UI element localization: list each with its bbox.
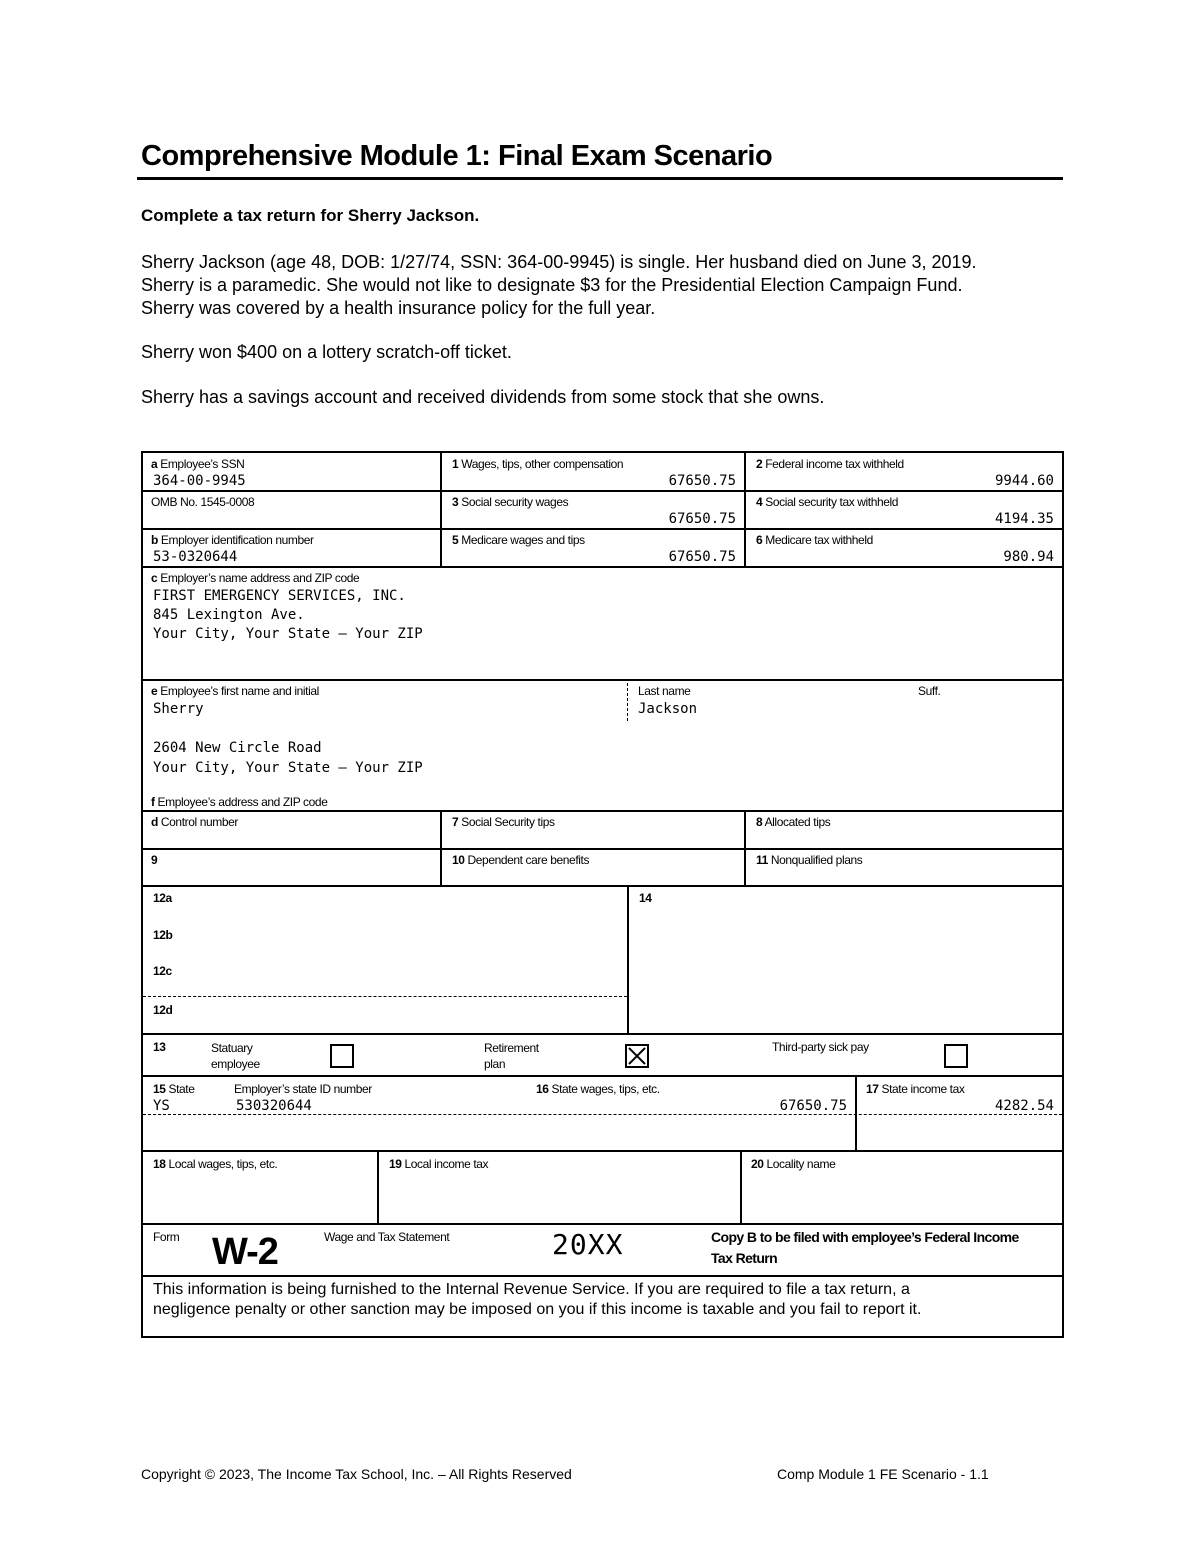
- third-party-sick-pay-label: Third-party sick pay: [772, 1040, 869, 1054]
- form-rule: [143, 490, 1062, 492]
- state-value: YS: [153, 1098, 170, 1114]
- box-6-value: 980.94: [1003, 549, 1054, 565]
- box-4-value: 4194.35: [994, 511, 1054, 527]
- form-name: W-2: [212, 1231, 278, 1273]
- box-d-label: d Control number: [151, 815, 238, 829]
- box-16-value: 67650.75: [779, 1098, 847, 1114]
- employer-address: [153, 587, 423, 644]
- box-16-label: 16 State wages, tips, etc.: [536, 1082, 660, 1096]
- form-rule: [744, 810, 746, 887]
- form-rule: [855, 1075, 857, 1152]
- statutory-label-line: Statuary: [211, 1041, 253, 1055]
- box-12a-label: 12a: [153, 891, 172, 905]
- form-dashed-rule: [143, 996, 627, 997]
- page-subtitle: Complete a tax return for Sherry Jackson.: [141, 206, 480, 225]
- box-12c-label: 12c: [153, 964, 172, 978]
- employee-address-line: Your City, Your State – Your ZIP: [153, 760, 423, 776]
- employee-first-name: Sherry: [153, 701, 204, 717]
- box-17-label: 17 State income tax: [866, 1082, 965, 1096]
- form-rule: [627, 885, 629, 1035]
- retirement-label-line: Retirement: [484, 1041, 539, 1055]
- copy-b-note: [711, 1227, 1019, 1269]
- box-f-label: f Employee’s address and ZIP code: [151, 795, 328, 809]
- employee-address: [153, 738, 423, 778]
- box-2-value: 9944.60: [994, 473, 1054, 489]
- box-12b-label: 12b: [153, 928, 173, 942]
- form-rule: [377, 1150, 379, 1225]
- statement-label: Wage and Tax Statement: [324, 1230, 450, 1244]
- form-rule: [143, 1223, 1062, 1225]
- box-b-label: b Employer identification number: [151, 533, 314, 547]
- statutory-label-line: employee: [211, 1057, 260, 1071]
- footer-page-id: Comp Module 1 FE Scenario - 1.1: [777, 1466, 989, 1482]
- form-rule: [143, 1075, 1062, 1077]
- form-rule: [143, 810, 1062, 812]
- statutory-employee-checkbox[interactable]: [330, 1044, 354, 1068]
- employer-address-line: FIRST EMERGENCY SERVICES, INC.: [153, 588, 406, 604]
- last-name-label: Last name: [638, 684, 691, 698]
- state-id-label: Employer’s state ID number: [234, 1082, 372, 1096]
- form-rule: [143, 566, 1062, 568]
- box-7-label: 7 Social Security tips: [452, 815, 555, 829]
- footer-copyright: Copyright © 2023, The Income Tax School, Inc. – All Rights Reserved: [141, 1466, 572, 1482]
- box-c-label: c Employer’s name address and ZIP code: [151, 571, 360, 585]
- box-10-label: 10 Dependent care benefits: [452, 853, 590, 867]
- paragraph-line: Sherry has a savings account and received dividends from some stock that she owns.: [141, 387, 825, 407]
- box-14-label: 14: [639, 891, 652, 905]
- form-rule: [143, 885, 1062, 887]
- omb-number: OMB No. 1545-0008: [151, 495, 255, 509]
- box-6-label: 6 Medicare tax withheld: [756, 533, 873, 547]
- box-2-label: 2 Federal income tax withheld: [756, 457, 904, 471]
- box-9-label: 9: [151, 853, 158, 867]
- form-rule: [143, 1275, 1062, 1277]
- employee-address-line: 2604 New Circle Road: [153, 740, 322, 756]
- paragraph-line: Sherry was covered by a health insurance policy for the full year.: [141, 298, 656, 318]
- employer-ein-value: 53-0320644: [153, 549, 238, 565]
- form-rule: [143, 528, 1062, 530]
- box-15-label: 15 State: [153, 1082, 195, 1096]
- box-1-label: 1 Wages, tips, other compensation: [452, 457, 624, 471]
- suffix-label: Suff.: [918, 684, 941, 698]
- scenario-paragraph-1: [141, 251, 977, 320]
- form-rule: [143, 1033, 1062, 1035]
- notice-line: negligence penalty or other sanction may be imposed on you if this income is taxable and you fail to report it.: [153, 1301, 922, 1318]
- form-label: Form: [153, 1230, 180, 1244]
- box-4-label: 4 Social security tax withheld: [756, 495, 899, 509]
- state-id-value: 530320644: [236, 1098, 312, 1114]
- box-17-value: 4282.54: [994, 1098, 1054, 1114]
- box-a-label: a Employee’s SSN: [151, 457, 245, 471]
- box-19-label: 19 Local income tax: [389, 1157, 489, 1171]
- tax-year: 20XX: [552, 1228, 624, 1261]
- form-rule: [143, 1150, 1062, 1152]
- paragraph-line: Sherry Jackson (age 48, DOB: 1/27/74, SSN: 364-00-9945) is single. Her husband died on June 3, 2019.: [141, 252, 977, 272]
- box-18-label: 18 Local wages, tips, etc.: [153, 1157, 278, 1171]
- third-party-sick-pay-checkbox[interactable]: [944, 1044, 968, 1068]
- form-rule: [143, 679, 1062, 681]
- notice-line: This information is being furnished to the Internal Revenue Service. If you are required to file a tax return, a: [153, 1281, 910, 1298]
- box-3-value: 67650.75: [668, 511, 736, 527]
- scenario-paragraph-3: [141, 386, 824, 409]
- checkbox-x-icon: [627, 1046, 647, 1066]
- form-rule: [143, 848, 1062, 850]
- form-rule: [744, 453, 746, 568]
- w2-form: [141, 451, 1064, 1338]
- page-title: Comprehensive Module 1: Final Exam Scenario: [141, 140, 773, 172]
- employee-ssn-value: 364-00-9945: [153, 473, 246, 489]
- scenario-paragraph-2: [141, 341, 512, 364]
- employer-address-line: Your City, Your State – Your ZIP: [153, 626, 423, 642]
- irs-notice: [153, 1280, 921, 1320]
- box-e-label: e Employee’s first name and initial: [151, 684, 319, 698]
- form-rule: [440, 453, 442, 568]
- employer-address-line: 845 Lexington Ave.: [153, 607, 305, 623]
- copy-b-line: Copy B to be filed with employee’s Federal Income: [711, 1229, 1019, 1245]
- paragraph-line: Sherry won $400 on a lottery scratch-off ticket.: [141, 342, 512, 362]
- copy-b-line: Tax Return: [711, 1250, 778, 1266]
- form-rule: [740, 1150, 742, 1225]
- employee-last-name: Jackson: [638, 701, 698, 717]
- box-3-label: 3 Social security wages: [452, 495, 569, 509]
- statutory-employee-label: [211, 1040, 260, 1072]
- retirement-label-line: plan: [484, 1057, 506, 1071]
- retirement-plan-label: [484, 1040, 539, 1072]
- box-12d-label: 12d: [153, 1003, 173, 1017]
- retirement-plan-checkbox[interactable]: [625, 1044, 649, 1068]
- box-11-label: 11 Nonqualified plans: [756, 853, 863, 867]
- form-rule: [440, 810, 442, 887]
- box-13-label: 13: [153, 1040, 166, 1054]
- box-8-label: 8 Allocated tips: [756, 815, 831, 829]
- box-5-label: 5 Medicare wages and tips: [452, 533, 585, 547]
- title-rule: [137, 177, 1063, 180]
- name-divider: [627, 683, 628, 721]
- box-20-label: 20 Locality name: [751, 1157, 836, 1171]
- paragraph-line: Sherry is a paramedic. She would not like to designate $3 for the Presidential Election Campaign Fund.: [141, 275, 963, 295]
- box-1-value: 67650.75: [668, 473, 736, 489]
- box-5-value: 67650.75: [668, 549, 736, 565]
